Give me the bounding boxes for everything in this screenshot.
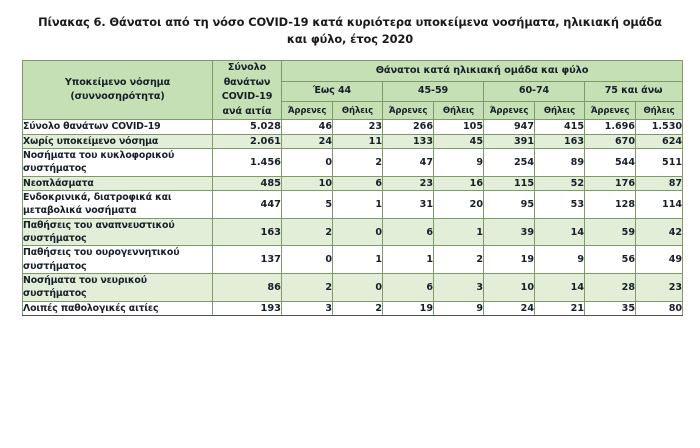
header-age-group-3: 75 και άνω [585,81,683,101]
cell-value: 544 [585,149,636,177]
cell-value: 11 [333,134,383,148]
cell-value: 0 [282,149,333,177]
cell-value: 105 [434,120,484,134]
header-group-title: Θάνατοι κατά ηλικιακή ομάδα και φύλο [282,61,683,82]
cell-value: 31 [383,191,434,219]
cell-value: 23 [636,274,683,302]
table-row [23,191,683,219]
cell-value: 6 [383,218,434,246]
cell-value: 35 [585,301,636,315]
cell-value: 114 [636,191,683,219]
cell-value: 52 [535,176,585,190]
cell-value: 19 [484,246,535,274]
header-sex-female-2: Θήλεις [535,102,585,120]
header-age-group-1: 45-59 [383,81,484,101]
header-sex-female-1: Θήλεις [434,102,484,120]
cell-value: 1.696 [585,120,636,134]
table-header [23,61,683,120]
header-sex-male-3: Άρρενες [585,102,636,120]
cell-value: 87 [636,176,683,190]
cell-value: 49 [636,246,683,274]
cell-value: 3 [282,301,333,315]
cell-value: 45 [434,134,484,148]
row-label: Ενδοκρινικά, διατροφικά και μεταβολικά νοσήματα [23,191,213,219]
cell-value: 511 [636,149,683,177]
cell-value: 6 [383,274,434,302]
header-total-line-1: Σύνολο [227,62,267,73]
cell-value: 2 [282,218,333,246]
cell-value: 28 [585,274,636,302]
cell-value: 56 [585,246,636,274]
cell-value: 1 [434,218,484,246]
cell-value: 1 [333,246,383,274]
cell-value: 21 [535,301,585,315]
cell-value: 23 [383,176,434,190]
table-row [23,120,683,134]
cell-value: 16 [434,176,484,190]
cell-value: 266 [383,120,434,134]
cell-value: 624 [636,134,683,148]
table-row [23,134,683,148]
cell-value: 23 [333,120,383,134]
cell-total-deaths: 86 [213,274,282,302]
cell-value: 947 [484,120,535,134]
row-label: Παθήσεις του ουρογεννητικού συστήματος [23,246,213,274]
table-row [23,274,683,302]
cell-value: 9 [535,246,585,274]
cell-total-deaths: 447 [213,191,282,219]
table-row [23,176,683,190]
header-age-group-0: Έως 44 [282,81,383,101]
row-label: Νεοπλάσματα [23,176,213,190]
header-total-line-2: θανάτων [223,76,271,88]
header-sex-male-1: Άρρενες [383,102,434,120]
header-row-1 [23,61,683,82]
page-title [30,14,670,48]
cell-value: 9 [434,301,484,315]
cell-total-deaths: 2.061 [213,134,282,148]
cell-total-deaths: 5.028 [213,120,282,134]
header-sex-male-2: Άρρενες [484,102,535,120]
cell-value: 6 [333,176,383,190]
header-row-label-line-2: (συννοσηρότητα) [70,91,165,103]
cell-value: 415 [535,120,585,134]
cell-value: 24 [282,134,333,148]
table-row [23,246,683,274]
cell-value: 2 [282,274,333,302]
table-row [23,218,683,246]
row-label: Σύνολο θανάτων COVID-19 [23,120,213,134]
cell-total-deaths: 1.456 [213,149,282,177]
cell-total-deaths: 485 [213,176,282,190]
row-label: Νοσήματα του κυκλοφορικού συστήματος [23,149,213,177]
header-total-deaths [213,61,282,120]
cell-value: 39 [484,218,535,246]
cell-value: 19 [383,301,434,315]
cell-value: 133 [383,134,434,148]
cell-value: 2 [333,149,383,177]
cell-value: 1 [383,246,434,274]
cell-value: 10 [484,274,535,302]
row-label: Χωρίς υποκείμενο νόσημα [23,134,213,148]
cell-value: 14 [535,218,585,246]
cell-value: 176 [585,176,636,190]
cell-value: 128 [585,191,636,219]
cell-value: 80 [636,301,683,315]
header-row-label-line-1: Υποκείμενο νόσημα [64,76,171,88]
cell-value: 1.530 [636,120,683,134]
header-sex-female-3: Θήλεις [636,102,683,120]
cell-value: 163 [535,134,585,148]
cell-value: 95 [484,191,535,219]
cell-value: 24 [484,301,535,315]
cell-value: 0 [333,274,383,302]
header-sex-female-0: Θήλεις [333,102,383,120]
page-title-line-2: και φύλο, έτος 2020 [286,32,414,47]
cell-value: 42 [636,218,683,246]
header-total-line-4: ανά αιτία [222,105,272,117]
covid-mortality-table [22,60,683,316]
header-age-group-2: 60-74 [484,81,585,101]
table-row [23,301,683,315]
cell-value: 89 [535,149,585,177]
row-label: Λοιπές παθολογικές αιτίες [23,301,213,315]
cell-total-deaths: 193 [213,301,282,315]
row-label: Παθήσεις του αναπνευστικού συστήματος [23,218,213,246]
row-label: Νοσήματα του νευρικού συστήματος [23,274,213,302]
cell-value: 1 [333,191,383,219]
header-total-line-3: COVID-19 [221,91,273,103]
cell-value: 59 [585,218,636,246]
cell-value: 47 [383,149,434,177]
cell-total-deaths: 163 [213,218,282,246]
table-row [23,149,683,177]
cell-value: 254 [484,149,535,177]
table-body [23,120,683,316]
cell-value: 10 [282,176,333,190]
cell-value: 2 [333,301,383,315]
cell-value: 0 [333,218,383,246]
cell-value: 2 [434,246,484,274]
table-container [22,60,682,316]
cell-value: 14 [535,274,585,302]
cell-value: 53 [535,191,585,219]
cell-value: 115 [484,176,535,190]
cell-total-deaths: 137 [213,246,282,274]
cell-value: 5 [282,191,333,219]
cell-value: 391 [484,134,535,148]
page-title-line-1: Πίνακας 6. Θάνατοι από τη νόσο COVID-19 κατά κυριότερα υποκείμενα νοσήματα, ηλικιακή ομάδα [38,15,662,29]
cell-value: 670 [585,134,636,148]
header-row-label [23,61,213,120]
cell-value: 0 [282,246,333,274]
cell-value: 9 [434,149,484,177]
header-sex-male-0: Άρρενες [282,102,333,120]
cell-value: 46 [282,120,333,134]
cell-value: 20 [434,191,484,219]
cell-value: 3 [434,274,484,302]
